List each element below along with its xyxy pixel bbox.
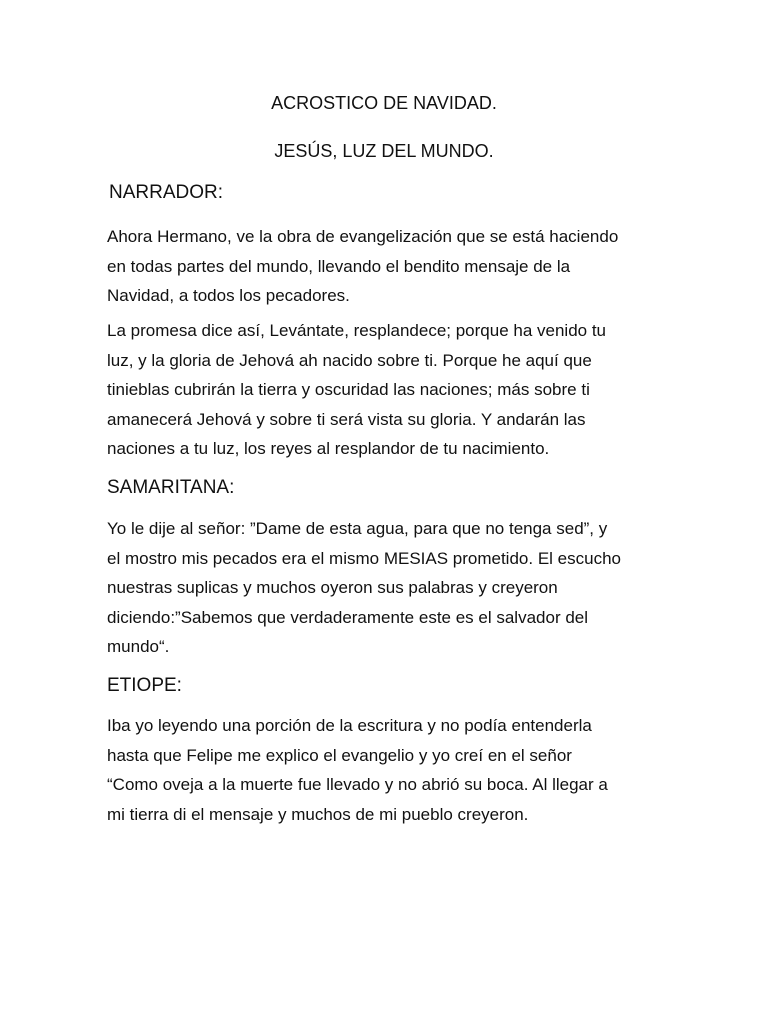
paragraph-line: amanecerá Jehová y sobre ti será vista su gloria. Y andarán las [107, 409, 586, 429]
speaker-heading-samaritana: SAMARITANA: [107, 477, 235, 498]
paragraph-line: hasta que Felipe me explico el evangelio y yo creí en el señor [107, 745, 572, 765]
paragraph-narrador-2 [107, 316, 667, 464]
paragraph-etiope [107, 711, 667, 829]
paragraph-line: La promesa dice así, Levántate, resplandece; porque ha venido tu [107, 321, 607, 340]
document-title: ACROSTICO DE NAVIDAD. [271, 93, 497, 113]
paragraph-line: diciendo:”Sabemos que verdaderamente este es el salvador del [107, 607, 589, 627]
paragraph-line: Yo le dije al señor: ”Dame de esta agua, para que no tenga sed”, y [107, 519, 608, 538]
paragraph-line: mi tierra di el mensaje y muchos de mi pueblo creyeron. [107, 804, 529, 824]
paragraph-line: en todas partes del mundo, llevando el bendito mensaje de la [107, 256, 571, 276]
paragraph-samaritana [107, 514, 667, 662]
paragraph-line: el mostro mis pecados era el mismo MESIAS prometido. El escucho [107, 548, 621, 568]
paragraph-line: nuestras suplicas y muchos oyeron sus palabras y creyeron [107, 578, 558, 598]
paragraph-line: mundo“. [107, 637, 170, 657]
paragraph-narrador-1 [107, 222, 667, 311]
paragraph-line: luz, y la gloria de Jehová ah nacido sobre ti. Porque he aquí que [107, 350, 592, 370]
paragraph-line: naciones a tu luz, los reyes al resplandor de tu nacimiento. [107, 439, 550, 459]
document-subtitle: JESÚS, LUZ DEL MUNDO. [274, 141, 494, 161]
paragraph-line: “Como oveja a la muerte fue llevado y no abrió su boca. Al llegar a [107, 775, 608, 795]
speaker-heading-etiope: ETIOPE: [107, 675, 182, 696]
speaker-heading-narrador: NARRADOR: [109, 182, 224, 203]
paragraph-line: tinieblas cubrirán la tierra y oscuridad las naciones; más sobre ti [107, 380, 590, 400]
paragraph-line: Navidad, a todos los pecadores. [107, 286, 350, 306]
paragraph-line: Ahora Hermano, ve la obra de evangelización que se está haciendo [107, 227, 619, 246]
paragraph-line: Iba yo leyendo una porción de la escritura y no podía entenderla [107, 716, 592, 735]
